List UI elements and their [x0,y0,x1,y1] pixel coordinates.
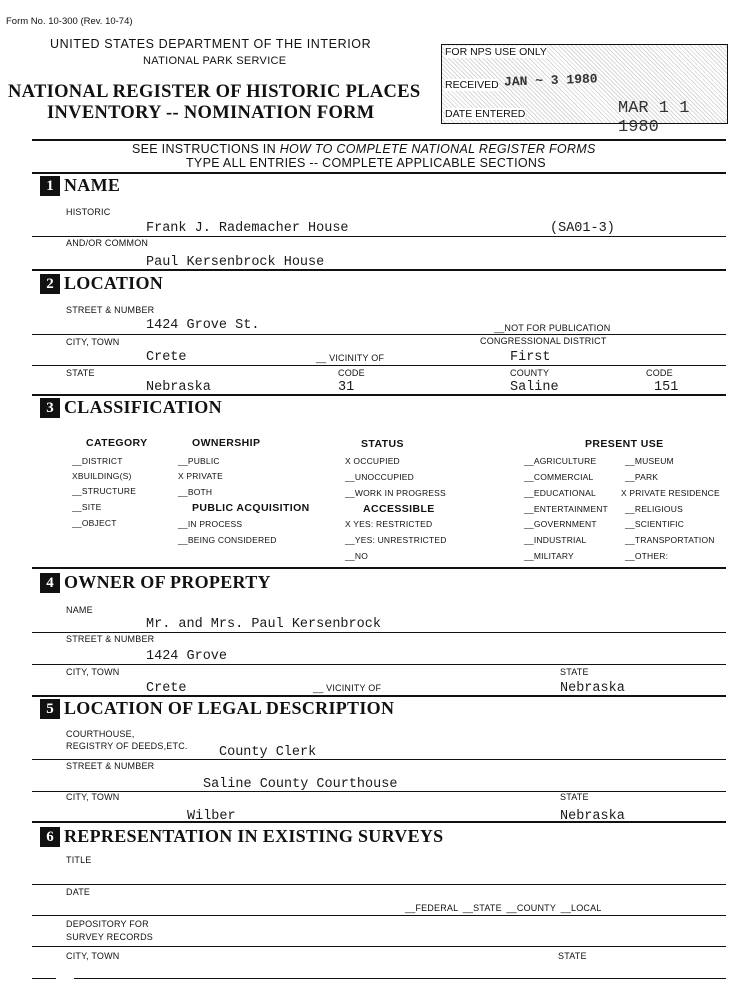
owner-city-label: CITY, TOWN [66,667,120,677]
rule [32,884,726,885]
owner-street-value: 1424 Grove [146,649,228,664]
status-item: __WORK IN PROGRESS [345,488,446,498]
rule [32,915,726,916]
owner-vicinity-of: __ VICINITY OF [313,683,382,693]
present-use-item: __MUSEUM [625,456,674,466]
survey-state-label: STATE [558,951,587,961]
city-value: Crete [146,350,187,365]
rule [32,236,726,237]
common-label: AND/OR COMMON [66,238,149,248]
present-use-item: __AGRICULTURE [524,456,597,466]
section-5-number: 5 [40,699,60,719]
present-use-item: __ENTERTAINMENT [524,504,608,514]
rule [32,821,726,823]
survey-date-label: DATE [66,887,91,897]
rule [32,946,726,947]
section-5-title: LOCATION OF LEGAL DESCRIPTION [64,698,395,718]
present-use-item: __OTHER: [625,551,669,561]
owner-state-label: STATE [560,667,589,677]
accessible-item: __NO [345,551,369,561]
state-value: Nebraska [146,380,211,395]
received-label: RECEIVED [445,79,499,91]
section-4-title: OWNER OF PROPERTY [64,572,271,592]
present-use-item: __EDUCATIONAL [524,488,596,498]
owner-name-label: NAME [66,605,93,615]
accessible-item: X YES: RESTRICTED [345,519,433,529]
legal-street-label: STREET & NUMBER [66,761,155,771]
rule [32,632,726,633]
code2-label: CODE [646,368,673,378]
street-value: 1424 Grove St. [146,318,260,333]
code-label: CODE [338,368,365,378]
rule [32,172,726,174]
form-title-line1: NATIONAL REGISTER OF HISTORIC PLACES [8,82,421,102]
instructions-line1 [132,142,596,156]
city-label: CITY, TOWN [66,337,120,347]
rule [32,139,726,141]
courthouse-label-2: REGISTRY OF DEEDS,ETC. [66,741,188,751]
not-for-publication: __NOT FOR PUBLICATION [494,323,611,333]
rule [32,334,726,335]
legal-city-label: CITY, TOWN [66,792,120,802]
form-title-line2: INVENTORY -- NOMINATION FORM [47,103,375,123]
accessible-item: __YES: UNRESTRICTED [345,535,447,545]
rule [32,567,726,569]
rule [74,978,726,979]
present-use-item: __TRANSPORTATION [625,535,715,545]
state-label: STATE [66,368,95,378]
section-2-title: LOCATION [64,273,164,293]
ownership-item: X PRIVATE [178,471,223,481]
status-header: STATUS [361,438,404,450]
rule [32,664,726,665]
category-item: __DISTRICT [72,456,123,466]
historic-code: (SA01-3) [550,221,615,236]
ownership-item: __BOTH [178,487,213,497]
congressional-value: First [510,350,551,365]
section-6-title: REPRESENTATION IN EXISTING SURVEYS [64,826,444,846]
category-item: __OBJECT [72,518,117,528]
category-item: __SITE [72,502,102,512]
legal-state-value: Nebraska [560,809,625,824]
present-use-header: PRESENT USE [585,438,664,450]
common-value: Paul Kersenbrock House [146,255,325,270]
date-entered-stamp: MAR 1 1 1980 [618,99,690,137]
rule [32,695,726,697]
legal-street-value: Saline County Courthouse [203,777,398,792]
street-label: STREET & NUMBER [66,305,155,315]
county-label: COUNTY [510,368,550,378]
nps-use-box [441,44,728,137]
historic-value: Frank J. Rademacher House [146,221,349,236]
present-use-item: __RELIGIOUS [625,504,683,514]
owner-name-value: Mr. and Mrs. Paul Kersenbrock [146,617,381,632]
instructions-line2: TYPE ALL ENTRIES -- COMPLETE APPLICABLE SECTIONS [186,156,546,170]
congressional-label: CONGRESSIONAL DISTRICT [480,336,607,346]
instructions-italic: HOW TO COMPLETE NATIONAL REGISTER FORMS [279,142,596,156]
service-name: NATIONAL PARK SERVICE [143,55,287,67]
acquisition-header: PUBLIC ACQUISITION [192,502,310,514]
rule [32,759,726,760]
owner-state-value: Nebraska [560,681,625,696]
acquisition-item: __BEING CONSIDERED [178,535,277,545]
date-entered-label: DATE ENTERED [445,108,526,120]
rule [32,269,726,271]
owner-street-label: STREET & NUMBER [66,634,155,644]
ownership-item: __PUBLIC [178,456,220,466]
present-use-item: X PRIVATE RESIDENCE [621,488,720,498]
category-header: CATEGORY [86,437,148,449]
nps-use-only-label: FOR NPS USE ONLY [445,46,547,58]
form-number: Form No. 10-300 (Rev. 10-74) [6,16,133,27]
historic-label: HISTORIC [66,207,111,217]
depository-label-1: DEPOSITORY FOR [66,919,149,929]
section-1-number: 1 [40,176,60,196]
received-stamp: JAN ~ 3 1980 [503,71,598,90]
section-3-title: CLASSIFICATION [64,397,222,417]
section-1-title: NAME [64,175,121,195]
rule [32,365,726,366]
acquisition-item: __IN PROCESS [178,519,243,529]
rule [32,394,726,396]
category-item: __STRUCTURE [72,486,137,496]
present-use-item: __GOVERNMENT [524,519,597,529]
present-use-item: __INDUSTRIAL [524,535,587,545]
section-6-number: 6 [40,827,60,847]
present-use-item: __PARK [625,472,659,482]
department-name: UNITED STATES DEPARTMENT OF THE INTERIOR [50,37,372,51]
survey-city-label: CITY, TOWN [66,951,120,961]
code2-value: 151 [654,380,679,395]
survey-title-label: TITLE [66,855,92,865]
status-item: __UNOCCUPIED [345,472,414,482]
present-use-item: __COMMERCIAL [524,472,594,482]
survey-levels: __FEDERAL __STATE __COUNTY __LOCAL [405,903,602,913]
category-item: XBUILDING(S) [72,471,132,481]
county-value: Saline [510,380,559,395]
code-value: 31 [338,380,355,395]
rule [32,978,56,979]
instructions-prefix: SEE INSTRUCTIONS IN [132,142,280,156]
accessible-header: ACCESSIBLE [363,503,435,515]
courthouse-value: County Clerk [219,745,317,760]
present-use-item: __SCIENTIFIC [625,519,685,529]
courthouse-label-1: COURTHOUSE, [66,729,135,739]
legal-city-value: Wilber [187,809,236,824]
section-4-number: 4 [40,573,60,593]
depository-label-2: SURVEY RECORDS [66,932,153,942]
vicinity-of: __ VICINITY OF [316,353,385,363]
section-2-number: 2 [40,274,60,294]
section-3-number: 3 [40,398,60,418]
legal-state-label: STATE [560,792,589,802]
rule [32,791,726,792]
owner-city-value: Crete [146,681,187,696]
status-item: X OCCUPIED [345,456,400,466]
ownership-header: OWNERSHIP [192,437,261,449]
present-use-item: __MILITARY [524,551,574,561]
